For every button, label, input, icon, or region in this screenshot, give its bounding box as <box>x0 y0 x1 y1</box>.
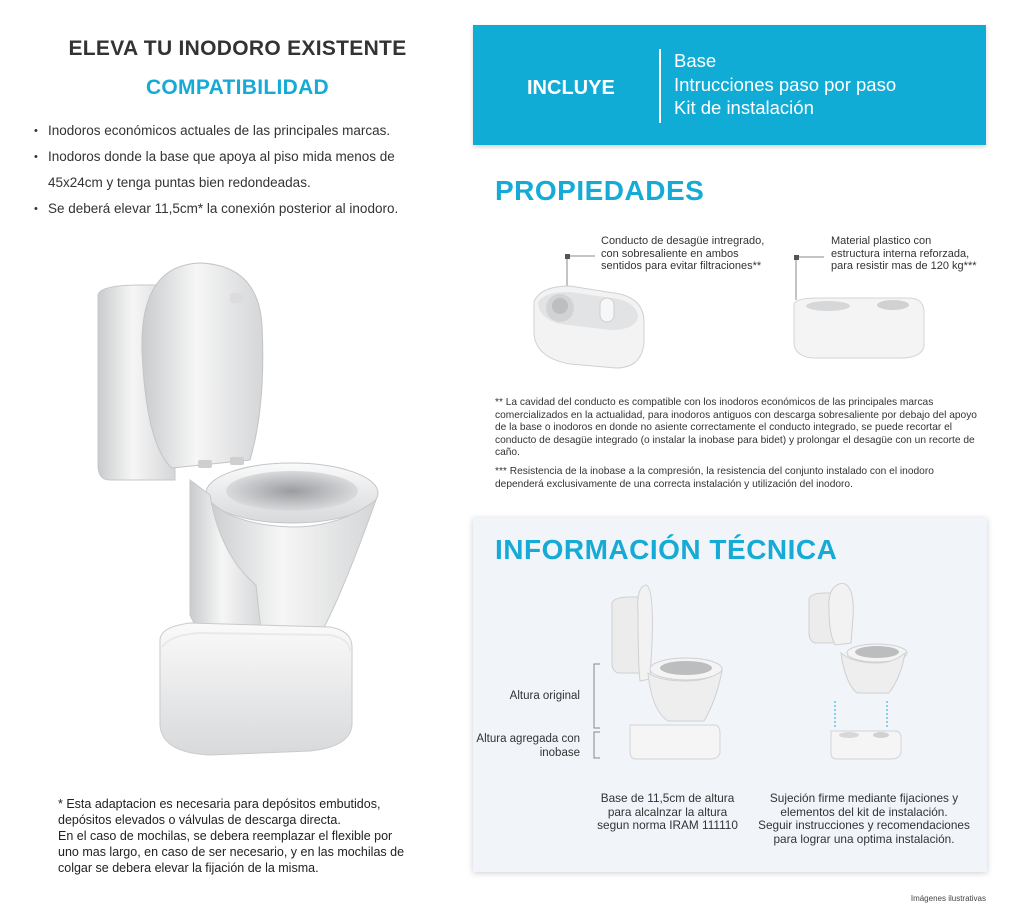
technical-caption-fixing: Sujeción firme mediante fijaciones y elementos del kit de instalación. Seguir instrucciones y recomendaciones para lograr una optima instalación. <box>758 791 970 846</box>
includes-panel <box>473 25 986 145</box>
includes-list <box>674 49 896 120</box>
list-item: Intrucciones paso por paso <box>674 73 897 95</box>
list-item: • Se deberá elevar 11,5cm* la conexión posterior al inodoro. <box>38 196 448 222</box>
height-bracket-icon <box>586 662 606 762</box>
properties-note-drain: ** La cavidad del conducto es compatible con los inodoros económicos de las principales marcas comercializados en la actualidad, para inodoros antiguos con descarga sobresaliente por debajo del apoyo de la base o inodoros en donde no asiente correctamente el conducto integrado, se puede recortar el conducto de desagüe integrado (o instalar la inobase para bidet) y prolongar el desagüe con un recorte de caño. <box>495 397 977 459</box>
toilet-illustration <box>805 583 910 761</box>
added-height-label: Altura agregada con inobase <box>476 733 580 759</box>
properties-note-resistance: *** Resistencia de la inobase a la compresión, la resistencia del conjunto instalado con el inodoro dependerá exclusivamente de una correcta instalación y utilización del inodoro. <box>495 466 934 490</box>
list-item: Base <box>674 50 717 71</box>
list-item: • Inodoros económicos actuales de las principales marcas. <box>38 118 448 144</box>
callout-drain: Conducto de desagüe intregrado, con sobresaliente en ambos sentidos para evitar filtraciones** <box>601 235 765 272</box>
inobase-base-illustration <box>788 290 928 362</box>
main-title: ELEVA TU INODORO EXISTENTE <box>68 37 407 60</box>
left-footnote: * Esta adaptacion es necesaria para depósitos embutidos, depósitos elevados o válvulas de descarga directa. En el caso de mochilas, se debera reemplazar el flexible por uno mas largo, en caso de ser necesario, y en las mochilas de colgar se debera elevar la fijación de la misma. <box>58 797 405 875</box>
inobase-base-illustration <box>530 272 648 372</box>
list-item: • Inodoros donde la base que apoya al piso mida menos de 45x24cm y tenga puntas bien redondeadas. <box>38 144 448 196</box>
compatibility-title: COMPATIBILIDAD <box>145 76 330 99</box>
includes-divider <box>659 49 661 123</box>
toilet-illustration <box>608 583 726 761</box>
technical-info-title: INFORMACIÓN TÉCNICA <box>495 534 838 565</box>
callout-material: Material plastico con estructura interna reforzada, para resistir mas de 120 kg*** <box>831 235 977 272</box>
compatibility-list <box>38 118 448 222</box>
includes-label: INCLUYE <box>527 77 615 99</box>
toilet-with-inobase-image <box>80 255 400 765</box>
technical-caption-height: Base de 11,5cm de altura para alcalnzar la altura segun norma IRAM 111110 <box>597 791 738 832</box>
illustrative-images-note: Imágenes ilustrativas <box>910 894 986 903</box>
original-height-label: Altura original <box>509 690 580 702</box>
list-item: Kit de instalación <box>674 97 814 118</box>
properties-title: PROPIEDADES <box>495 175 705 206</box>
